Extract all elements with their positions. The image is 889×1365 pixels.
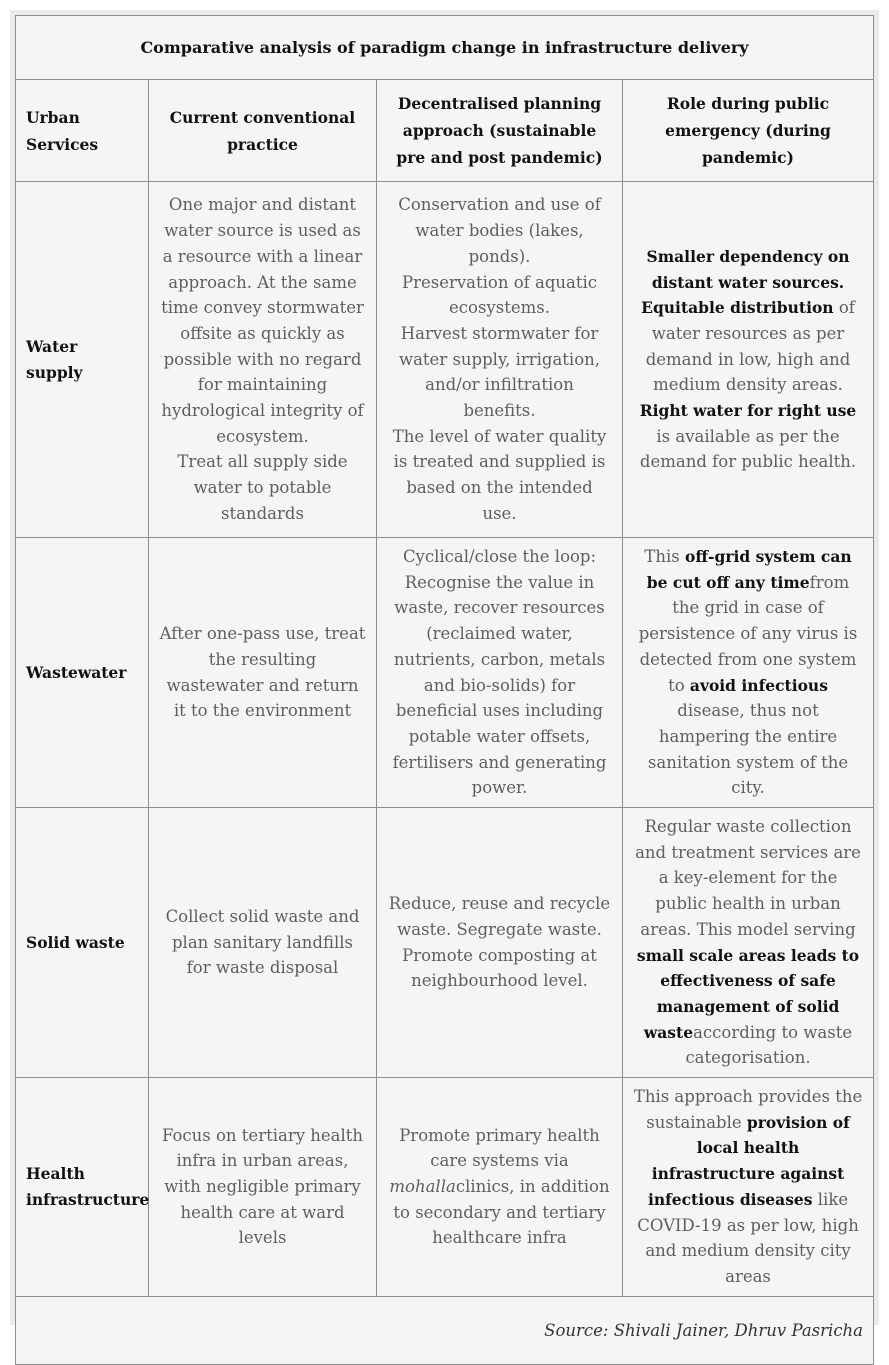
health-emergency xyxy=(623,1078,874,1297)
water-supply-emergency xyxy=(623,182,874,538)
solid-waste-emergency xyxy=(623,808,874,1078)
row-label-wastewater: Wastewater xyxy=(16,538,149,808)
table-title: Comparative analysis of paradigm change in infrastructure delivery xyxy=(16,16,874,80)
plain-text: Promote primary health care systems via xyxy=(399,1125,600,1171)
header-urban-services: Urban Services xyxy=(16,80,149,182)
source-row xyxy=(16,1296,874,1364)
table-row xyxy=(16,538,874,808)
wastewater-conventional: After one-pass use, treat the resulting wastewater and return it to the environment xyxy=(149,538,377,808)
plain-text: clinics, in addition to secondary and tertiary healthcare infra xyxy=(393,1177,610,1248)
row-label-water-supply: Water supply xyxy=(16,182,149,538)
cell-paragraph xyxy=(633,398,863,475)
bold-text: off-grid system can be cut off any time xyxy=(646,547,852,592)
plain-text: Regular waste collection and treatment services are a key-element for the public health in urban areas. This model serving xyxy=(635,817,861,939)
plain-text: This xyxy=(644,547,685,566)
wastewater-decentralised: Cyclical/close the loop: Recognise the value in waste, recover resources (reclaimed water, nutrients, carbon, metals and bio-solids) for beneficial uses including potable water offsets, fertilisers and generating power. xyxy=(377,538,623,808)
row-label-health-infrastructure: Health infrastructure xyxy=(16,1078,149,1297)
bold-text: avoid infectious xyxy=(689,675,828,695)
table-row xyxy=(16,182,874,538)
header-row xyxy=(16,80,874,182)
water-supply-conventional xyxy=(149,182,377,538)
table-frame xyxy=(10,10,879,1340)
health-decentralised xyxy=(377,1078,623,1297)
cell-paragraph xyxy=(633,244,863,295)
cell-paragraph: One major and distant water source is used as a resource with a linear approach. At the same time convey stormwater offsite as quickly as possible with no regard for maintaining hydrological integrity of ecosystem. xyxy=(161,195,364,446)
cell-paragraph: Harvest stormwater for water supply, irrigation, and/or infiltration benefits. xyxy=(398,323,601,421)
row-label-solid-waste: Solid waste xyxy=(16,808,149,1078)
health-conventional: Focus on tertiary health infra in urban areas, with negligible primary health care at ward levels xyxy=(149,1078,377,1297)
plain-text: disease, thus not hampering the entire sanitation system of the city. xyxy=(647,701,849,798)
wastewater-emergency xyxy=(623,538,874,808)
plain-text: according to waste categorisation. xyxy=(685,1022,853,1068)
table-row xyxy=(16,1078,874,1297)
bold-text: provision of local health infrastructure against infectious diseases xyxy=(647,1112,850,1209)
table-row xyxy=(16,808,874,1078)
bold-text: small scale areas leads to effectiveness of safe management of solid waste xyxy=(636,945,860,1042)
italic-text: mohalla xyxy=(389,1177,456,1197)
plain-text: like COVID-19 as per low, high and medium density city areas xyxy=(637,1189,859,1286)
cell-paragraph: Preservation of aquatic ecosystems. xyxy=(401,272,598,318)
cell-paragraph xyxy=(633,295,863,398)
cell-paragraph: Conservation and use of water bodies (lakes, ponds). xyxy=(398,195,601,266)
bold-text: Equitable distribution xyxy=(641,298,834,318)
plain-text: is available as per the demand for public health. xyxy=(639,426,857,472)
bold-text: Smaller dependency on distant water sources. xyxy=(646,246,850,292)
cell-paragraph: The level of water quality is treated and supplied is based on the intended use. xyxy=(392,426,607,523)
water-supply-decentralised xyxy=(377,182,623,538)
comparison-table xyxy=(15,15,874,1365)
header-conventional-practice: Current conventional practice xyxy=(149,80,377,182)
solid-waste-conventional: Collect solid waste and plan sanitary landfills for waste disposal xyxy=(149,808,377,1078)
cell-paragraph: Treat all supply side water to potable standards xyxy=(177,452,348,523)
plain-text: This approach provides the sustainable xyxy=(633,1087,863,1132)
header-public-emergency-role: Role during public emergency (during pandemic) xyxy=(623,80,874,182)
source-credit: Source: Shivali Jainer, Dhruv Pasricha xyxy=(16,1296,874,1364)
header-decentralised-approach: Decentralised planning approach (sustainable pre and post pandemic) xyxy=(377,80,623,182)
bold-text: Right water for right use xyxy=(639,401,857,421)
plain-text: of water resources as per demand in low, high and medium density areas. xyxy=(645,298,855,395)
title-row xyxy=(16,16,874,80)
solid-waste-decentralised: Reduce, reuse and recycle waste. Segregate waste. Promote composting at neighbourhood level. xyxy=(377,808,623,1078)
plain-text: from the grid in case of persistence of any virus is detected from one system to xyxy=(638,572,858,695)
